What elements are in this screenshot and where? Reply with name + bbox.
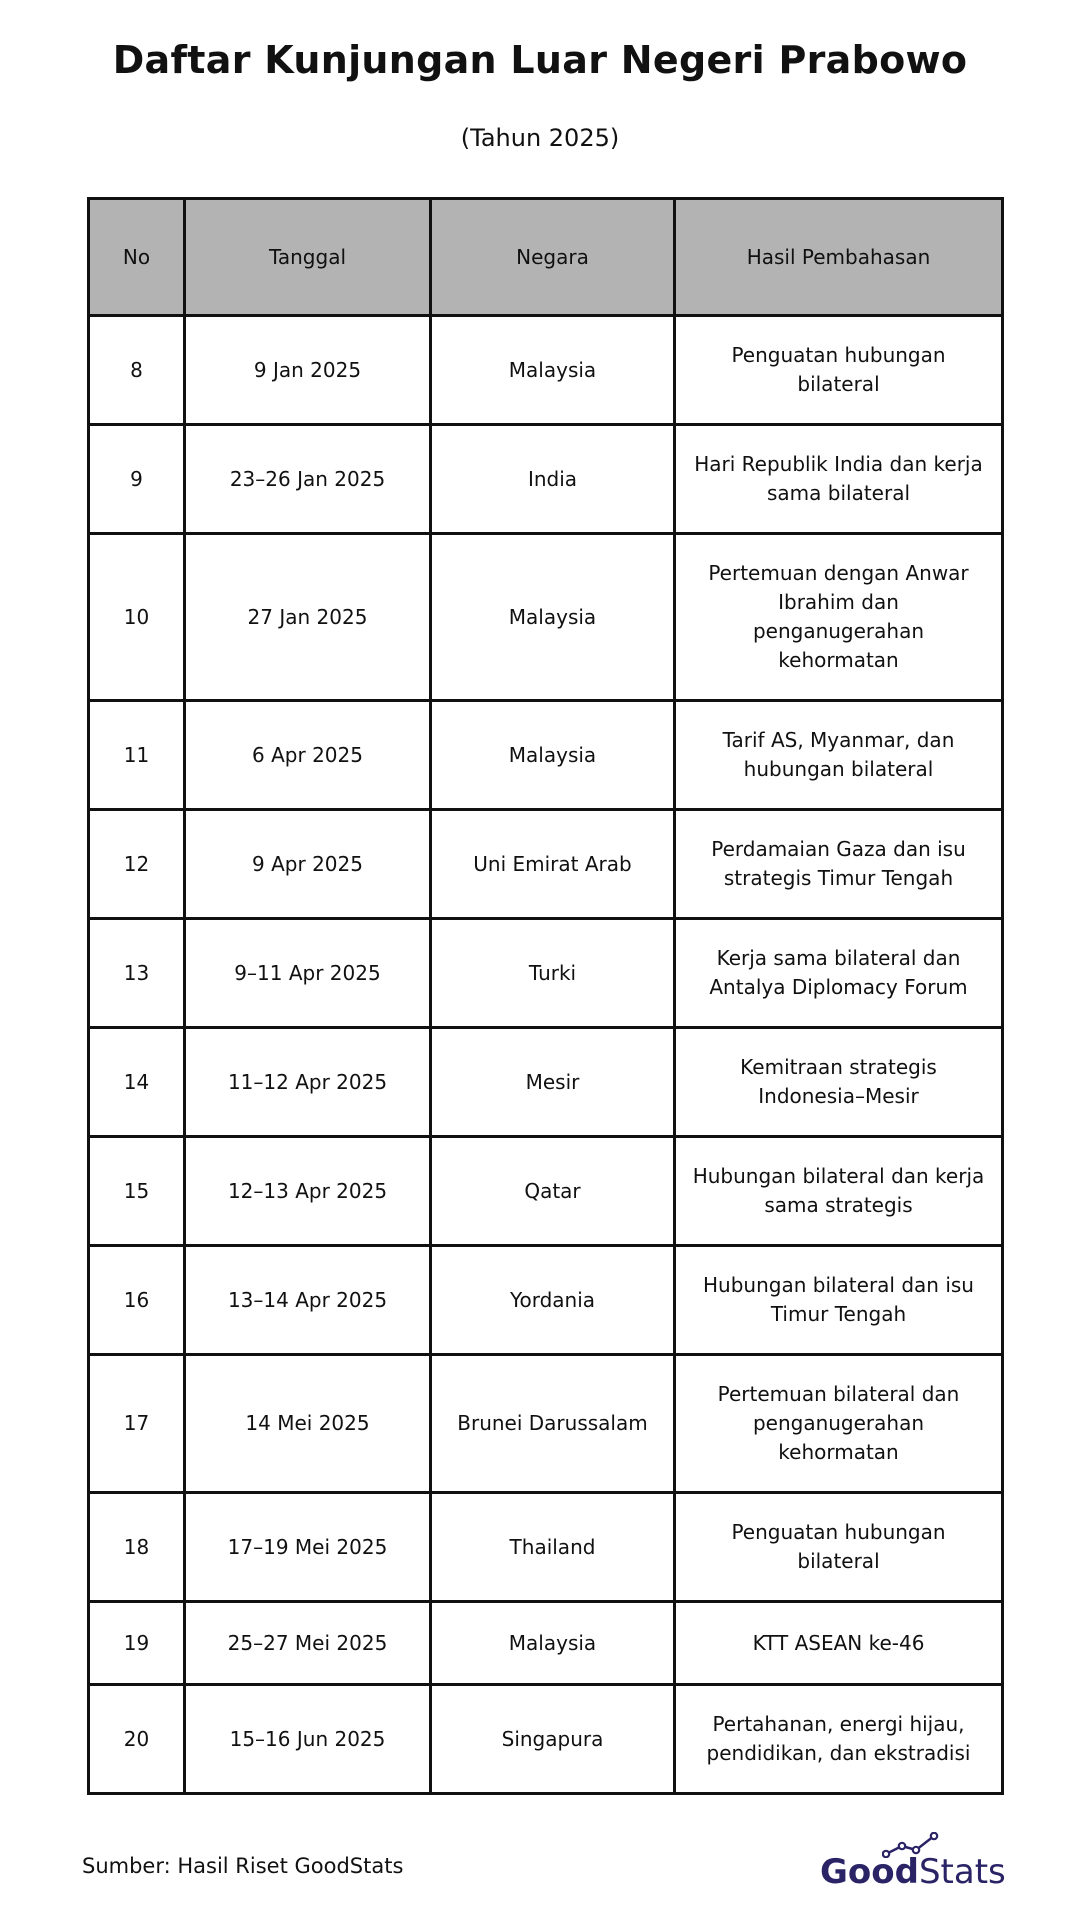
cell-tanggal: 6 Apr 2025	[185, 701, 431, 810]
cell-tanggal: 13–14 Apr 2025	[185, 1246, 431, 1355]
cell-hasil: Penguatan hubungan bilateral	[675, 316, 1003, 425]
cell-hasil: Hari Republik India dan kerja sama bilateral	[675, 425, 1003, 534]
cell-hasil: Perdamaian Gaza dan isu strategis Timur Tengah	[675, 810, 1003, 919]
cell-tanggal: 9 Jan 2025	[185, 316, 431, 425]
column-header-no: No	[89, 199, 185, 316]
cell-tanggal: 11–12 Apr 2025	[185, 1028, 431, 1137]
cell-tanggal: 23–26 Jan 2025	[185, 425, 431, 534]
cell-negara: Singapura	[431, 1685, 675, 1794]
cell-no: 9	[89, 425, 185, 534]
table-row	[89, 534, 1003, 701]
cell-negara: Turki	[431, 919, 675, 1028]
table-row	[89, 1355, 1003, 1493]
column-header-tanggal: Tanggal	[185, 199, 431, 316]
cell-no: 16	[89, 1246, 185, 1355]
table-row	[89, 1602, 1003, 1685]
cell-negara: Malaysia	[431, 1602, 675, 1685]
cell-no: 12	[89, 810, 185, 919]
logo-good-text: Good	[820, 1852, 919, 1892]
cell-negara: Qatar	[431, 1137, 675, 1246]
cell-hasil: Pertemuan dengan Anwar Ibrahim dan penganugerahan kehormatan	[675, 534, 1003, 701]
cell-no: 20	[89, 1685, 185, 1794]
cell-tanggal: 27 Jan 2025	[185, 534, 431, 701]
table-row	[89, 425, 1003, 534]
cell-no: 8	[89, 316, 185, 425]
cell-hasil: Tarif AS, Myanmar, dan hubungan bilateral	[675, 701, 1003, 810]
cell-no: 14	[89, 1028, 185, 1137]
cell-no: 18	[89, 1493, 185, 1602]
cell-hasil: KTT ASEAN ke-46	[675, 1602, 1003, 1685]
cell-no: 15	[89, 1137, 185, 1246]
cell-tanggal: 25–27 Mei 2025	[185, 1602, 431, 1685]
cell-negara: Malaysia	[431, 701, 675, 810]
cell-no: 17	[89, 1355, 185, 1493]
table-row	[89, 1028, 1003, 1137]
column-header-hasil: Hasil Pembahasan	[675, 199, 1003, 316]
table-header-row	[89, 199, 1003, 316]
cell-negara: Malaysia	[431, 534, 675, 701]
cell-hasil: Pertahanan, energi hijau, pendidikan, dan ekstradisi	[675, 1685, 1003, 1794]
cell-hasil: Hubungan bilateral dan kerja sama strategis	[675, 1137, 1003, 1246]
cell-tanggal: 9–11 Apr 2025	[185, 919, 431, 1028]
table-row	[89, 1137, 1003, 1246]
cell-no: 11	[89, 701, 185, 810]
page-title: Daftar Kunjungan Luar Negeri Prabowo	[112, 38, 968, 82]
cell-negara: Mesir	[431, 1028, 675, 1137]
cell-negara: Brunei Darussalam	[431, 1355, 675, 1493]
cell-negara: India	[431, 425, 675, 534]
cell-negara: Yordania	[431, 1246, 675, 1355]
table-row	[89, 1246, 1003, 1355]
cell-negara: Malaysia	[431, 316, 675, 425]
source-note: Sumber: Hasil Riset GoodStats	[82, 1854, 404, 1878]
cell-hasil: Penguatan hubungan bilateral	[675, 1493, 1003, 1602]
visits-table	[87, 197, 1004, 1795]
cell-tanggal: 15–16 Jun 2025	[185, 1685, 431, 1794]
cell-hasil: Hubungan bilateral dan isu Timur Tengah	[675, 1246, 1003, 1355]
cell-hasil: Pertemuan bilateral dan penganugerahan kehormatan	[675, 1355, 1003, 1493]
page-subtitle: (Tahun 2025)	[460, 124, 620, 152]
cell-tanggal: 17–19 Mei 2025	[185, 1493, 431, 1602]
table-row	[89, 919, 1003, 1028]
goodstats-logo	[820, 1832, 1006, 1892]
cell-tanggal: 9 Apr 2025	[185, 810, 431, 919]
logo-wordmark	[820, 1852, 1006, 1892]
cell-hasil: Kemitraan strategis Indonesia–Mesir	[675, 1028, 1003, 1137]
cell-tanggal: 12–13 Apr 2025	[185, 1137, 431, 1246]
table-row	[89, 1685, 1003, 1794]
cell-tanggal: 14 Mei 2025	[185, 1355, 431, 1493]
logo-stats-text: Stats	[918, 1852, 1006, 1892]
table-row	[89, 1493, 1003, 1602]
column-header-negara: Negara	[431, 199, 675, 316]
cell-negara: Uni Emirat Arab	[431, 810, 675, 919]
cell-negara: Thailand	[431, 1493, 675, 1602]
table-row	[89, 316, 1003, 425]
cell-hasil: Kerja sama bilateral dan Antalya Diplomacy Forum	[675, 919, 1003, 1028]
cell-no: 19	[89, 1602, 185, 1685]
table-row	[89, 810, 1003, 919]
table-row	[89, 701, 1003, 810]
cell-no: 13	[89, 919, 185, 1028]
cell-no: 10	[89, 534, 185, 701]
